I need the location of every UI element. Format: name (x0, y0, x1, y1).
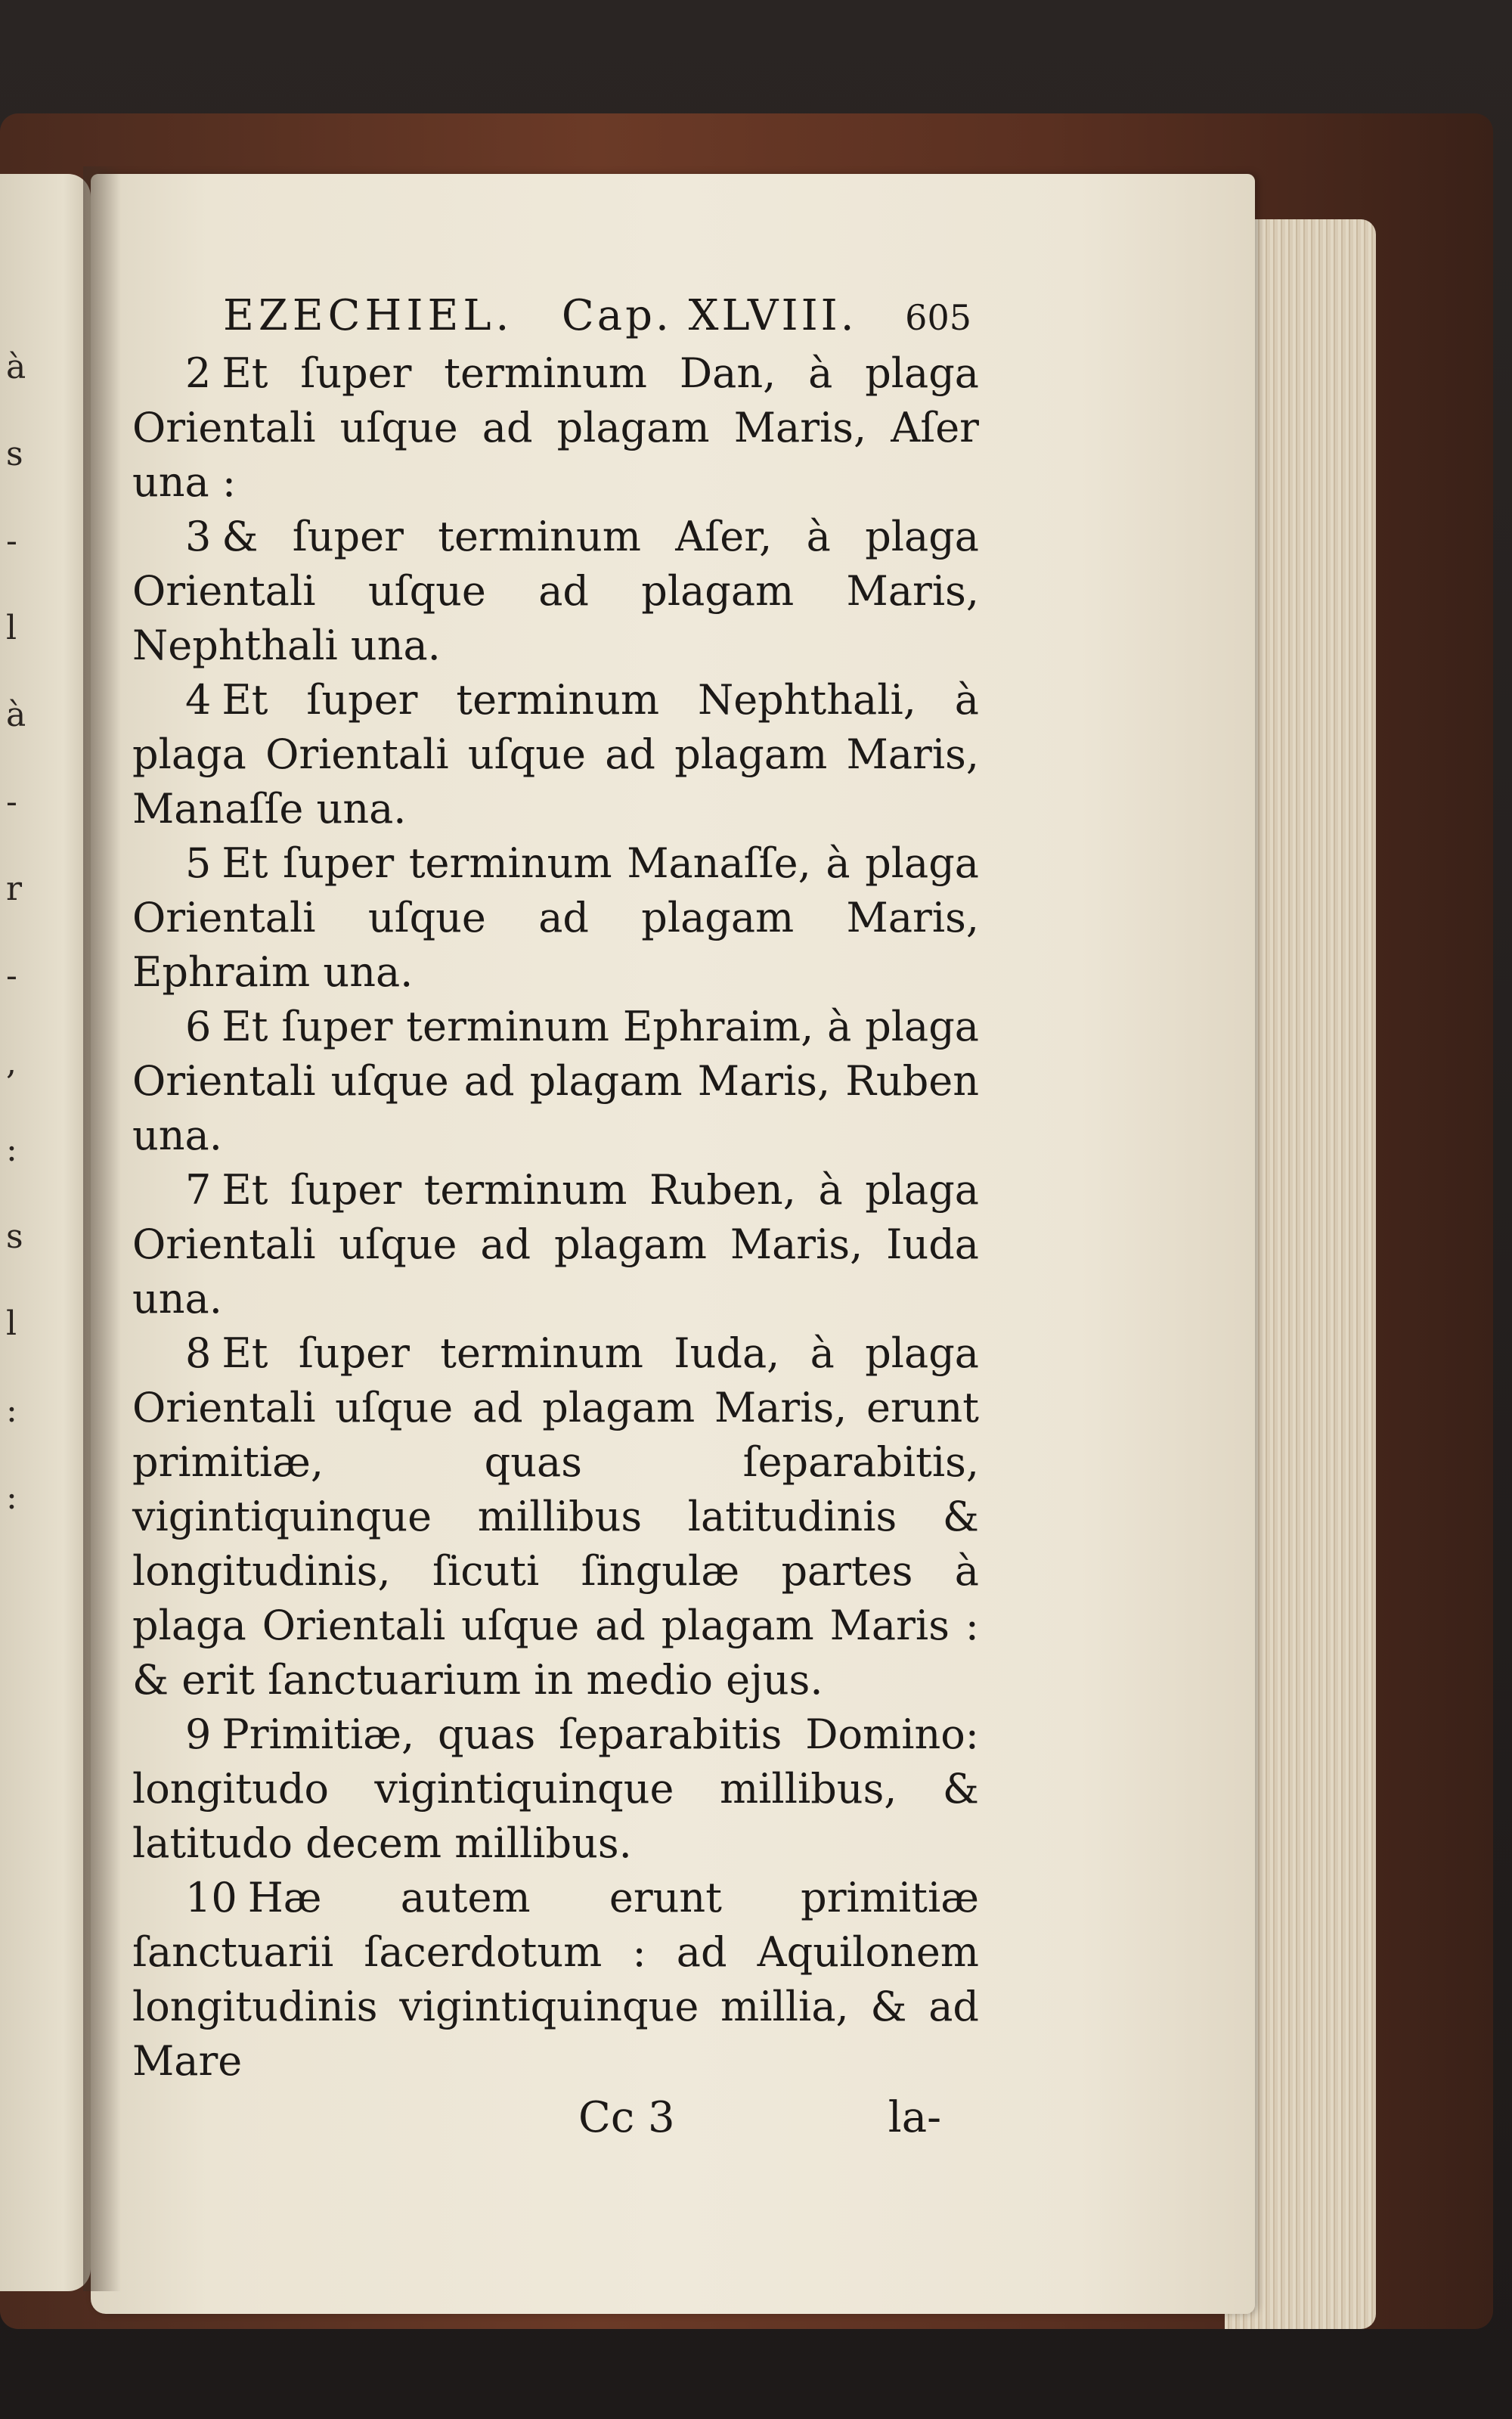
verse-number: 5 (185, 839, 212, 887)
left-page-mark: - (6, 783, 17, 821)
left-page-mark: : (6, 1130, 17, 1169)
book-title: EZECHIEL. (223, 291, 514, 340)
left-page-mark: l (6, 609, 17, 647)
verse (132, 1871, 979, 2089)
verse (132, 1326, 979, 1707)
verse-number: 4 (185, 676, 212, 724)
left-page-mark: s (6, 435, 23, 473)
verse-number: 8 (185, 1329, 212, 1377)
running-header (132, 291, 979, 340)
signature-mark: Cc 3 (578, 2093, 675, 2142)
verse-text: Et ſuper terminum Iuda, à plaga Orientali uſque ad plagam Maris, erunt primitiæ, quas ſeparabitis, vigintiquinque millibus latitudinis & longitudinis, ſicuti ſingulæ partes à plaga Orientali uſque ad plagam Maris : & erit ſanctuarium in medio ejus. (132, 1329, 979, 1704)
left-page-mark: : (6, 1391, 17, 1430)
verse-text: Et ſuper terminum Manaſſe, à plaga Orientali uſque ad plagam Maris, Ephraim una. (132, 839, 979, 996)
verse (132, 1163, 979, 1326)
page-text (132, 291, 979, 2142)
verse-text: Et ſuper terminum Nephthali, à plaga Orientali uſque ad plagam Maris, Manaſſe una. (132, 676, 979, 833)
left-page-mark: r (6, 870, 23, 908)
verse-text: Et ſuper terminum Ephraim, à plaga Orientali uſque ad plagam Maris, Ruben una. (132, 1003, 979, 1159)
verse-number: 10 (185, 1874, 237, 1921)
left-facing-page (0, 174, 91, 2291)
verse (132, 510, 979, 673)
verse-text: Primitiæ, quas ſeparabitis Domino: longitudo vigintiquinque millibus, & latitudo decem millibus. (132, 1710, 979, 1867)
verse (132, 673, 979, 836)
verse-text: & ſuper terminum Aſer, à plaga Orientali uſque ad plagam Maris, Nephthali una. (132, 513, 979, 669)
catchword: la- (888, 2093, 941, 2142)
page-footer (132, 2093, 979, 2142)
left-page-mark: - (6, 522, 17, 560)
left-page-mark: à (6, 696, 26, 734)
verse (132, 836, 979, 1000)
verse (132, 1707, 979, 1871)
verse (132, 1000, 979, 1163)
page-number: 605 (905, 297, 971, 338)
verse-number: 2 (185, 349, 212, 397)
verse-number: 9 (185, 1710, 212, 1758)
left-page-mark: : (6, 1478, 17, 1517)
verse-number: 3 (185, 513, 212, 560)
left-page-mark: , (6, 1044, 17, 1082)
verse-text: Hæ autem erunt primitiæ ſanctuarii ſacerdotum : ad Aquilonem longitudinis vigintiquinque millia, & ad Mare (132, 1874, 979, 2085)
verse-number: 6 (185, 1003, 212, 1050)
verse-list (132, 346, 979, 2089)
left-page-mark: à (6, 348, 26, 386)
verse-text: Et ſuper terminum Dan, à plaga Orientali uſque ad plagam Maris, Aſer una : (132, 349, 979, 506)
verse (132, 346, 979, 510)
verse-text: Et ſuper terminum Ruben, à plaga Orientali uſque ad plagam Maris, Iuda una. (132, 1166, 979, 1323)
gutter-shadow (83, 166, 121, 2291)
left-page-mark: - (6, 957, 17, 995)
verse-number: 7 (185, 1166, 212, 1214)
chapter-label: Cap. XLVIII. (561, 291, 857, 340)
left-page-mark: l (6, 1304, 17, 1343)
left-page-mark: s (6, 1217, 23, 1256)
